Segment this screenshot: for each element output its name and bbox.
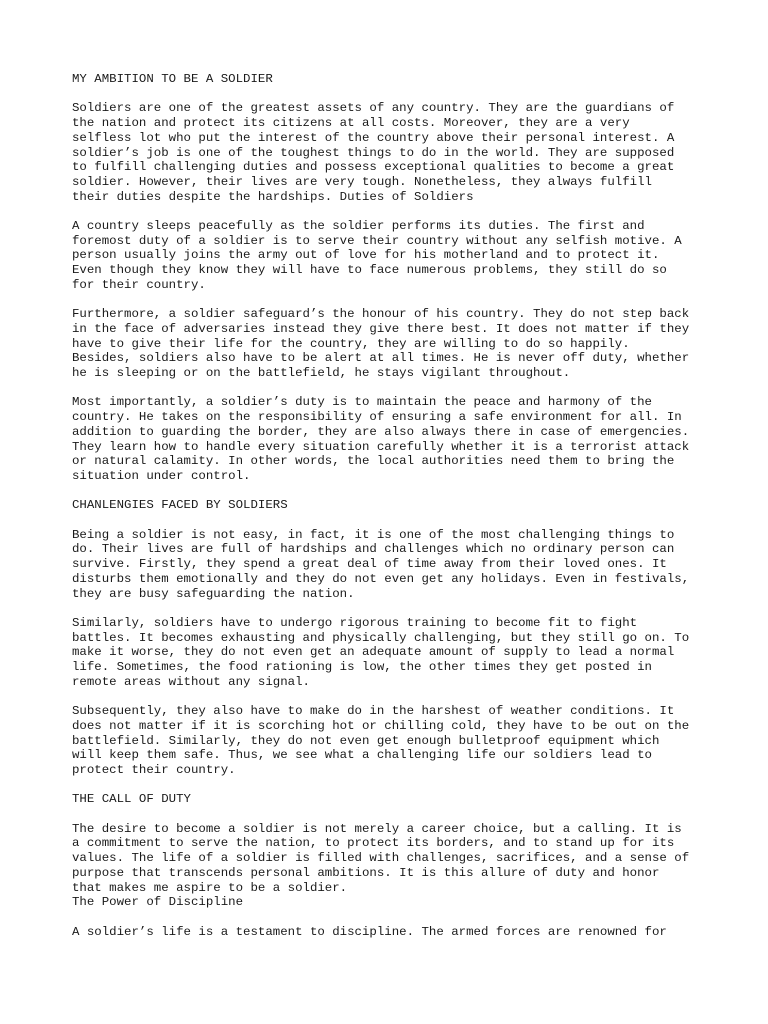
paragraph-weather: Subsequently, they also have to make do in the harshest of weather conditions. It does not matter if it is scorching hot or chilling cold, they have to be out on the battlefield. Similarly, they do not even get enough bulletproof equipment which will keep them safe. Thus, we see what a challenging life our soldiers lead to protect their country. <box>72 704 690 777</box>
paragraph-hardships: Being a soldier is not easy, in fact, it is one of the most challenging things to do. Their lives are full of hardships and challenges which no ordinary person can survive. Firstly, they spend a great deal of time away from their loved ones. It disturbs them emotionally and they do not even get any holidays. Even in festivals, they are busy safeguarding the nation. <box>72 527 690 601</box>
section-heading-challenges: CHANLENGIES FACED BY SOLDIERS <box>72 498 288 513</box>
section-heading-call-of-duty: THE CALL OF DUTY <box>72 792 191 807</box>
paragraph-duties: A country sleeps peacefully as the soldier performs its duties. The first and foremost duty of a soldier is to serve their country without any selfish motive. A person usually joins the army out of love for his motherland and to protect it. Even though they know they will have to face numerous problems, they still do so for their country. <box>72 219 682 292</box>
paragraph-honour: Furthermore, a soldier safeguard’s the honour of his country. They do not step back in the face of adversaries instead they give there best. It does not matter if they have to give their life for the country, they are willing to do so happily. Besides, soldiers also have to be alert at all times. He is never off duty, whether he is sleeping or on the battlefield, he stays vigilant throughout. <box>72 307 690 381</box>
paragraph-discipline: A soldier’s life is a testament to discipline. The armed forces are renowned for <box>72 924 667 939</box>
paragraph-calling: The desire to become a soldier is not merely a career choice, but a calling. It is a commitment to serve the nation, to protect its borders, and to stand up for its values. The life of a soldier is filled with challenges, sacrifices, and a sense of purpose that transcends personal ambitions. It is this allure of duty and honor that makes me aspire to be a soldier. The Power of Discipline <box>72 821 690 910</box>
paragraph-training: Similarly, soldiers have to undergo rigorous training to become fit to fight battles. It becomes exhausting and physically challenging, but they still go on. To make it worse, they do not even get an adequate amount of supply to lead a normal life. Sometimes, the food rationing is low, the other times they get posted in remote areas without any signal. <box>72 615 690 689</box>
paragraph-peace: Most importantly, a soldier’s duty is to maintain the peace and harmony of the country. He takes on the responsibility of ensuring a safe environment for all. In addition to guarding the border, they are also always there in case of emergencies. They learn how to handle every situation carefully whether it is a terrorist attack or natural calamity. In other words, the local authorities need them to bring the situation under control. <box>72 395 690 483</box>
document-body <box>72 72 712 954</box>
document-title: MY AMBITION TO BE A SOLDIER <box>72 72 273 86</box>
paragraph-intro: Soldiers are one of the greatest assets of any country. They are the guardians of the nation and protect its citizens at all costs. Moreover, they are a very selfless lot who put the interest of the country above their personal interest. A soldier’s job is one of the toughest things to do in the world. They are supposed to fulfill challenging duties and possess exceptional qualities to become a great soldier. However, their lives are very tough. Nonetheless, they always fulfill their duties despite the hardships. Duties of Soldiers <box>72 101 675 204</box>
